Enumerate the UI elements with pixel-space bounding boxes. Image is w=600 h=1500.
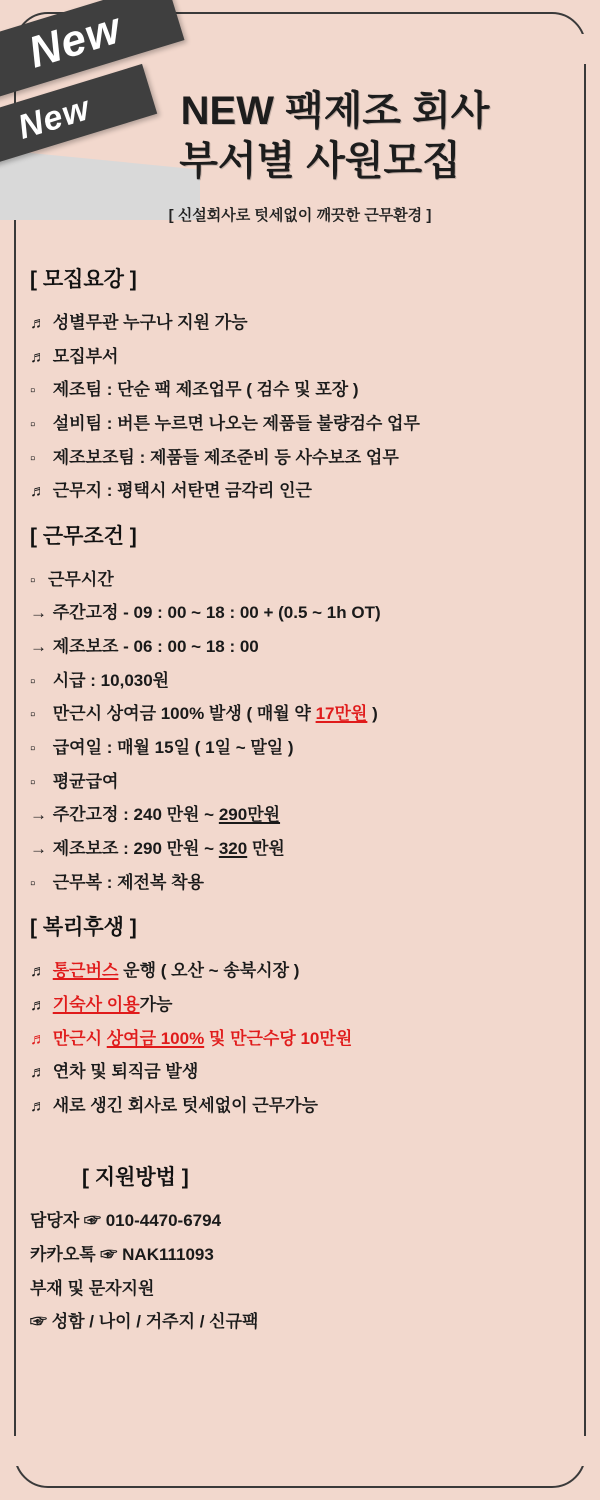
music-note-icon: ♬ [30,1097,46,1115]
section-heading-apply: [ 지원방법 ] [82,1166,189,1190]
list-item-text: 제조팀 : 단순 팩 제조업무 ( 검수 및 포장 ) [52,380,359,400]
contact-required-info: ☞ 성함 / 나이 / 거주지 / 신규팩 [30,1312,259,1332]
list-item [30,736,570,761]
section-list-recruit [30,311,570,504]
square-bullet-icon: ▫ [30,773,36,791]
list-item-text: 설비팀 : 버튼 누르면 나오는 제품들 불량검수 업무 [52,413,420,433]
list-item [30,345,570,370]
square-bullet-icon: ▫ [30,706,36,724]
square-bullet-icon: ▫ [30,672,36,690]
list-item-text: 주간고정 - 09 : 00 ~ 18 : 00 + (0.5 ~ 1h OT) [52,603,381,623]
list-item [30,1027,570,1052]
highlight-shuttle-bus: 통근버스 [52,961,119,981]
new-badge-large: New [0,0,184,101]
list-item-text: 제조보조 : 290 만원 ~ [52,838,219,858]
contact-phone[interactable]: 담당자 ☞ 010-4470-6794 [30,1211,222,1231]
music-note-icon: ♬ [30,1064,46,1082]
section-heading-benefits: [ 복리후생 ] [30,916,137,940]
music-note-icon: ♬ [30,1030,46,1048]
list-item-text: 제조보조팀 : 제품들 제조준비 등 사수보조 업무 [52,447,399,467]
arrow-icon: → [30,603,47,623]
list-item-text: 근무시간 [48,569,114,589]
square-bullet-icon: ▫ [30,571,36,589]
list-item-text: 제조보조 - 06 : 00 ~ 18 : 00 [52,637,259,657]
arrow-icon: → [30,838,47,858]
section-list-benefits [30,959,570,1118]
list-item-text: 만근시 [52,1028,107,1048]
list-item-text: 연차 및 퇴직금 발생 [52,1062,199,1082]
list-item [30,568,570,593]
list-item [30,770,570,795]
section-heading-recruit: [ 모집요강 ] [30,268,137,291]
list-item [30,446,570,471]
frame-notch-bottom-left [0,1436,40,1466]
list-item-text: 평균급여 [52,771,119,791]
contact-note: 부재 및 문자지원 [30,1278,155,1298]
square-bullet-icon: ▫ [30,415,36,433]
list-item [30,837,570,862]
list-item [30,993,570,1018]
music-note-icon: ♬ [30,483,46,501]
square-bullet-icon: ▫ [30,382,36,400]
poster-header [0,0,600,225]
list-item [30,959,570,984]
list-item [30,635,570,660]
list-item [30,412,570,437]
new-badge-small: New [0,64,157,172]
list-item-text: 운행 ( 오산 ~ 송북시장 ) [118,961,300,981]
contact-list [30,1209,570,1335]
list-item [30,803,570,828]
arrow-icon: → [30,805,47,825]
list-item [30,311,570,336]
list-item [30,871,570,896]
list-item-text: 근무복 : 제전복 착용 [52,872,204,892]
list-item-text: 모집부서 [52,346,119,366]
square-bullet-icon: ▫ [30,449,36,467]
page-title-line-2: 부서별 사원모집 [179,139,461,183]
list-item-text: 만근시 상여금 100% 발생 ( 매월 약 [52,704,316,724]
section-heading-conditions: [ 근무조건 ] [30,524,137,548]
list-item-text: 급여일 : 매월 15일 ( 1일 ~ 말일 ) [52,738,294,758]
list-item-tail: ) [367,704,378,724]
spacer [30,1127,570,1145]
contact-kakao[interactable]: 카카오톡 ☞ NAK111093 [30,1245,214,1265]
arrow-icon: → [30,637,47,657]
music-note-icon: ♬ [30,996,46,1014]
list-item [30,479,570,504]
square-bullet-icon: ▫ [30,740,36,758]
list-item-text: 가능 [139,994,173,1014]
list-item-text: 주간고정 : 240 만원 ~ [52,805,219,825]
list-item-text: 근무지 : 평택시 서탄면 금각리 인근 [52,481,312,501]
list-item-text: 성별무관 누구나 지원 가능 [52,313,248,332]
page-title-line-1: NEW 팩제조 회사 [180,89,490,133]
list-item [30,669,570,694]
list-item [30,601,570,626]
music-note-icon: ♬ [30,348,46,366]
poster-body [0,225,600,1335]
section-list-conditions [30,568,570,895]
highlight-day-salary-max: 290만원 [218,805,281,825]
square-bullet-icon: ▫ [30,874,36,892]
list-item-tail: 및 만근수당 10만원 [204,1028,353,1048]
frame-notch-bottom-right [560,1436,600,1466]
music-note-icon: ♬ [30,963,46,981]
list-item-tail: 만원 [247,838,285,858]
list-item [30,1060,570,1085]
list-item [30,378,570,403]
music-note-icon: ♬ [30,315,46,332]
highlight-assist-salary-max: 320 [218,838,248,858]
highlight-bonus-percent: 상여금 100% [106,1028,205,1048]
list-item [30,702,570,727]
highlight-bonus-amount: 17만원 [315,704,368,724]
page-subtitle: [ 신설회사로 텃세없이 깨끗한 근무환경 ] [168,207,432,224]
highlight-dormitory: 기숙사 이용 [52,994,140,1014]
list-item-text: 시급 : 10,030원 [52,670,170,690]
list-item-text: 새로 생긴 회사로 텃세없이 근무가능 [52,1095,318,1115]
list-item [30,1094,570,1119]
